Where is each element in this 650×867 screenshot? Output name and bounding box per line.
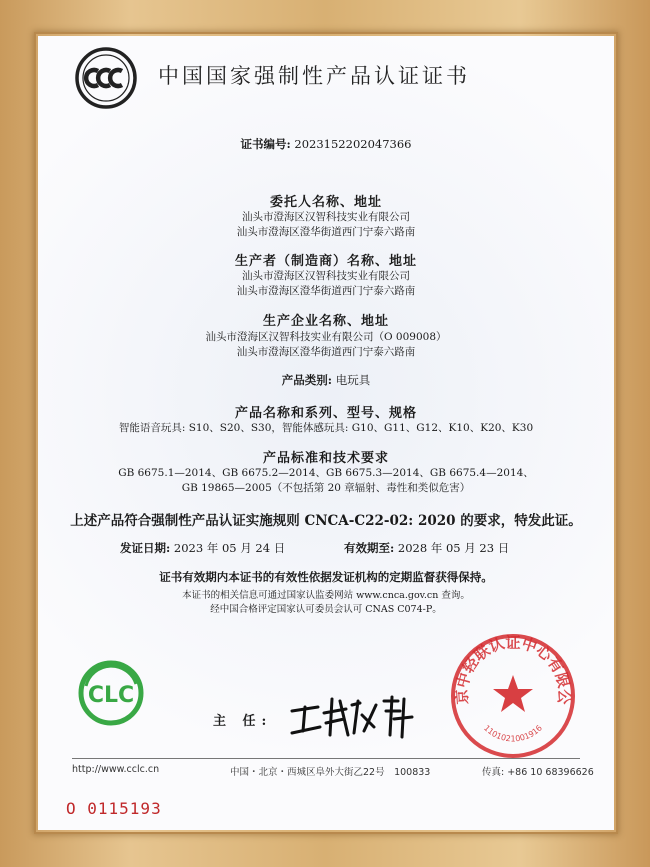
manufacturer-heading: 生产者（制造商）名称、地址 [234, 254, 417, 269]
seal-code: 1101021001916 [482, 723, 544, 744]
expiry-date-value: 2028 年 05 月 23 日 [397, 541, 510, 555]
product-category [38, 372, 614, 388]
issue-date [120, 540, 285, 556]
certificate-number-value: 2023152202047366 [294, 137, 412, 151]
factory-name: 汕头市澄海区汉智科技实业有限公司（O 009008） [205, 331, 447, 343]
standards-heading: 产品标准和技术要求 [262, 451, 389, 466]
expiry-date [344, 540, 509, 556]
manufacturer-name: 汕头市澄海区汉智科技实业有限公司 [242, 270, 410, 282]
certificate-title: 中国国家强制性产品认证证书 [158, 64, 470, 88]
product-category-value: 电玩具 [335, 373, 371, 387]
certificate-number-label: 证书编号: [240, 137, 291, 151]
issue-date-value: 2023 年 05 月 24 日 [173, 541, 286, 555]
clc-logo-icon [76, 658, 146, 728]
seal-text: 京中轻联认证中心有限公 [452, 633, 574, 705]
applicant-name: 汕头市澄海区汉智科技实业有限公司 [242, 211, 410, 223]
footer-website: http://www.cclc.cn [72, 764, 160, 775]
footer-divider [72, 758, 580, 759]
expiry-date-label: 有效期至: [344, 541, 395, 555]
certificate-paper [38, 36, 614, 830]
svg-text:1101021001916 [482, 723, 544, 743]
applicant-address: 汕头市澄海区澄华街道西门宁泰六路南 [236, 226, 416, 238]
clc-logo-text: CLC [87, 683, 135, 708]
issue-date-label: 发证日期: [120, 541, 171, 555]
certificate-number [38, 136, 614, 152]
product-models: 智能语音玩具: S10、S20、S30，智能体感玩具: G10、G11、G12、K10、K20、K30 [118, 422, 534, 434]
standards-line-1: GB 6675.1—2014、GB 6675.2—2014、GB 6675.3—2014、GB 6675.4—2014、 [118, 467, 534, 479]
standards-line-2: GB 19865—2005（不包括第 20 章辐射、毒性和类似危害） [181, 482, 471, 494]
applicant-heading: 委托人名称、地址 [269, 195, 382, 210]
director-label: 主 任: [213, 714, 273, 729]
manufacturer-address: 汕头市澄海区澄华街道西门宁泰六路南 [236, 285, 416, 297]
serial-number: O 0115193 [66, 799, 162, 818]
seal-star-icon [493, 675, 533, 712]
info-line-1: 本证书的相关信息可通过国家认监委网站 www.cnca.gov.cn 查询。 [182, 590, 470, 601]
ccc-logo-icon [74, 46, 138, 110]
director-signature [288, 691, 418, 741]
footer-fax: 传真: +86 10 68396626 [482, 767, 594, 778]
conformity-statement: 上述产品符合强制性产品认证实施规则 CNCA-C22-02: 2020 的要求，特发此证。 [70, 513, 582, 529]
factory-heading: 生产企业名称、地址 [262, 314, 389, 329]
factory-address: 汕头市澄海区澄华街道西门宁泰六路南 [236, 346, 416, 358]
footer-address: 中国・北京・西城区阜外大街乙22号 100833 [230, 767, 431, 778]
validity-note: 证书有效期内本证书的有效性依据发证机构的定期监督获得保持。 [159, 570, 493, 584]
official-seal [448, 631, 578, 761]
product-category-label: 产品类别: [281, 373, 333, 387]
info-line-2: 经中国合格评定国家认可委员会认可 CNAS C074-P。 [210, 604, 442, 615]
product-heading: 产品名称和系列、型号、规格 [234, 406, 417, 421]
